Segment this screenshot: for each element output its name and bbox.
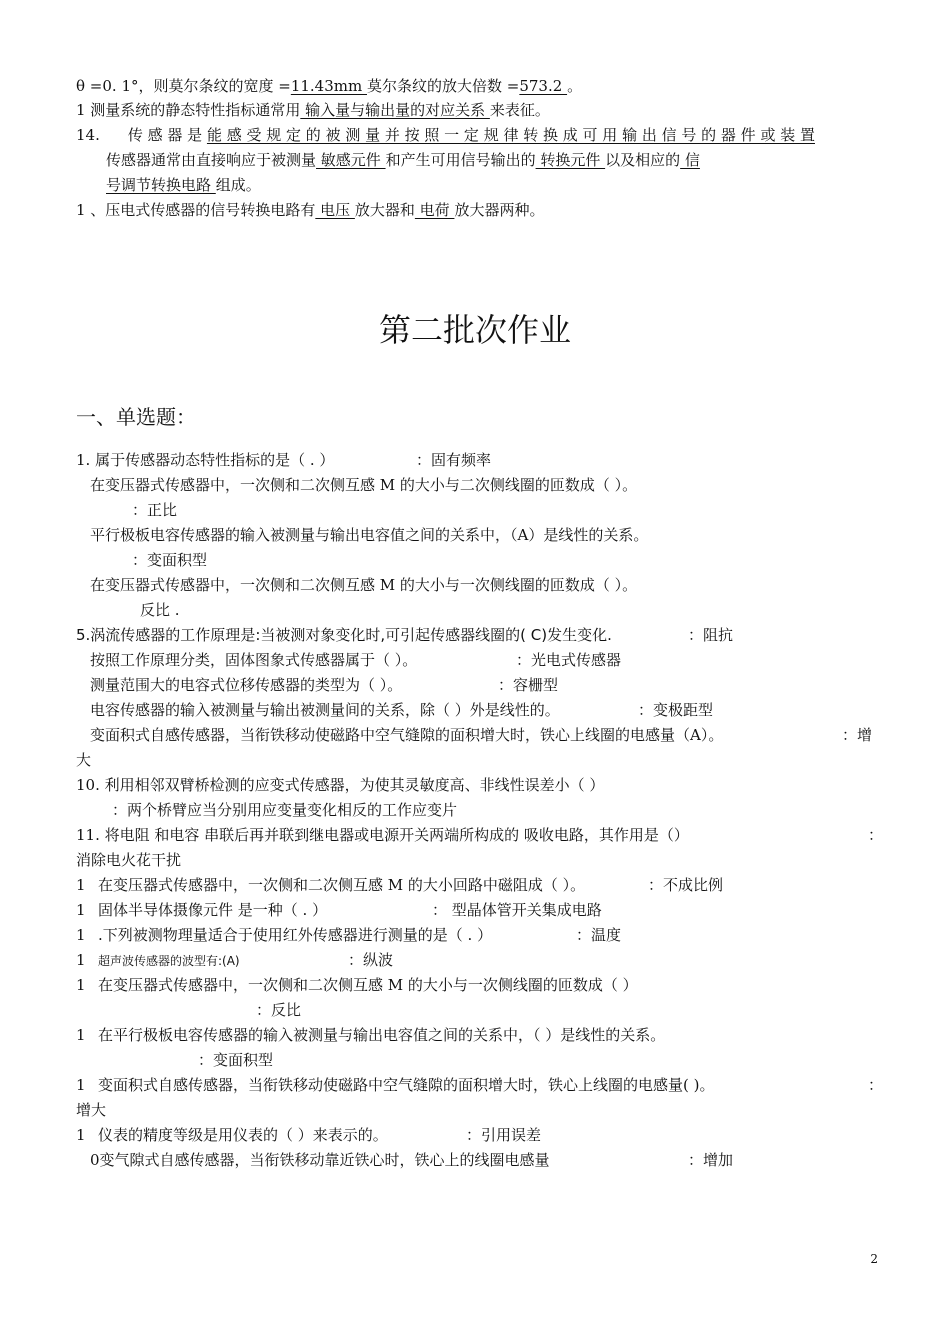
answer-14: ：温度 (576, 926, 622, 944)
answer-9: ：增 (842, 726, 873, 744)
answer-5: ：阻抗 (688, 626, 734, 644)
line-piezo: 1 、压电式传感器的信号转换电路有 电压 放大器和 电荷 放大器两种。 (76, 201, 545, 219)
answer-3: ：变面积型 (132, 551, 208, 569)
question-17: 1 在平行极板电容传感器的输入被测量与输出电容值之间的关系中，（ ）是线性的关系。 (76, 1026, 666, 1044)
section-heading: 一、单选题： (76, 405, 196, 429)
moire-magnification-value: 573.2 (519, 77, 568, 95)
line-moire: θ =0. 1°，则莫尔条纹的宽度 =11.43mm 莫尔条纹的放大倍数 =573.2 。 (76, 77, 583, 95)
answer-20: ：增加 (688, 1151, 734, 1169)
answer-9-cont: 大 (76, 751, 92, 769)
answer-15: ：纵波 (348, 951, 394, 969)
question-7: 测量范围大的电容式位移传感器的类型为（ ）。 ：容栅型 (90, 676, 559, 694)
answer-10: ：两个桥臂应当分别用应变量变化相反的工作应变片 (112, 801, 458, 819)
line-sensor-components-cont: 号调节转换电路 组成。 (106, 176, 261, 194)
question-8: 电容传感器的输入被测量与输出被测量间的关系，除（ ）外是线性的。 ：变极距型 (90, 701, 714, 719)
question-13: 1 固体半导体摄像元件 是一种（ . ） ： 型晶体管开关集成电路 (76, 901, 602, 919)
line-sensor-components: 传感器通常由直接响应于被测量 敏感元件 和产生可用信号输出的 转换元件 以及相应的 信 (106, 151, 700, 169)
question-10: 10. 利用相邻双臂桥检测的应变式传感器，为使其灵敏度高、非线性误差小（ ） (76, 776, 605, 794)
question-11: 11. 将电阻 和电容 串联后再并联到继电器或电源开关两端所构成的 吸收电路，其作用是（） ： (76, 826, 884, 844)
moire-width-value: 11.43mm (290, 77, 367, 95)
answer-16: ：反比 (256, 1001, 302, 1019)
question-12: 1 在变压器式传感器中，一次侧和二次侧互感 M 的大小回路中磁阻成（ ）。 ：不成比例 (76, 876, 724, 894)
question-1: 1. 属于传感器动态特性指标的是（ . ） ：固有频率 (76, 451, 492, 469)
answer-19: ：引用误差 (466, 1126, 542, 1144)
page-number: 2 (870, 1252, 878, 1266)
question-6: 按照工作原理分类，固体图象式传感器属于（ ）。 ：光电式传感器 (90, 651, 622, 669)
answer-1: ：固有频率 (416, 451, 492, 469)
question-20: 0变气隙式自感传感器，当衔铁移动靠近铁心时，铁心上的线圈电感量 ：增加 (90, 1151, 734, 1169)
answer-4: 反比 . (140, 601, 180, 619)
line-static-characteristics: 1 测量系统的静态特性指标通常用 输入量与输出量的对应关系 来表征。 (76, 101, 550, 119)
question-18: 1 变面积式自感传感器，当衔铁移动使磁路中空气缝隙的面积增大时，铁心上线圈的电感量( )。 ： (76, 1076, 884, 1094)
question-15: 1 超声波传感器的波型有:(A) ：纵波 (76, 951, 394, 969)
question-16: 1 在变压器式传感器中，一次侧和二次侧互感 M 的大小与一次侧线圈的匝数成（ ） (76, 976, 638, 994)
answer-11: 消除电火花干扰 (76, 851, 182, 869)
question-3: 平行极板电容传感器的输入被测量与输出电容值之间的关系中，（A）是线性的关系。 (90, 526, 649, 544)
answer-6: ：光电式传感器 (516, 651, 622, 669)
question-5: 5.涡流传感器的工作原理是:当被测对象变化时,可引起传感器线圈的( C)发生变化. ：阻抗 (76, 626, 734, 644)
page-title: 第二批次作业 (378, 311, 571, 349)
question-2: 在变压器式传感器中，一次侧和二次侧互感 M 的大小与二次侧线圈的匝数成（ ）。 (90, 476, 638, 494)
answer-13: ： 型晶体管开关集成电路 (432, 901, 602, 919)
question-19: 1 仪表的精度等级是用仪表的（ ）来表示的。 ：引用误差 (76, 1126, 542, 1144)
question-4: 在变压器式传感器中，一次侧和二次侧互感 M 的大小与一次侧线圈的匝数成（ ）。 (90, 576, 638, 594)
answer-12: ：不成比例 (648, 876, 724, 894)
answer-17: ：变面积型 (198, 1051, 274, 1069)
question-9: 变面积式自感传感器，当衔铁移动使磁路中空气缝隙的面积增大时，铁心上线圈的电感量（A）。 ：增 (90, 726, 873, 744)
question-14: 1 .下列被测物理量适合于使用红外传感器进行测量的是（ . ） ：温度 (76, 926, 622, 944)
answer-7: ：容栅型 (498, 676, 559, 694)
line-sensor-definition: 14. 传 感 器 是 能 感 受 规 定 的 被 测 量 并 按 照 一 定 规 律 转 换 成 可 用 输 出 信 号 的 器 件 或 装 置 (76, 126, 815, 144)
answer-8: ：变极距型 (638, 701, 714, 719)
answer-2: ：正比 (132, 501, 178, 519)
answer-18: 增大 (76, 1101, 107, 1119)
